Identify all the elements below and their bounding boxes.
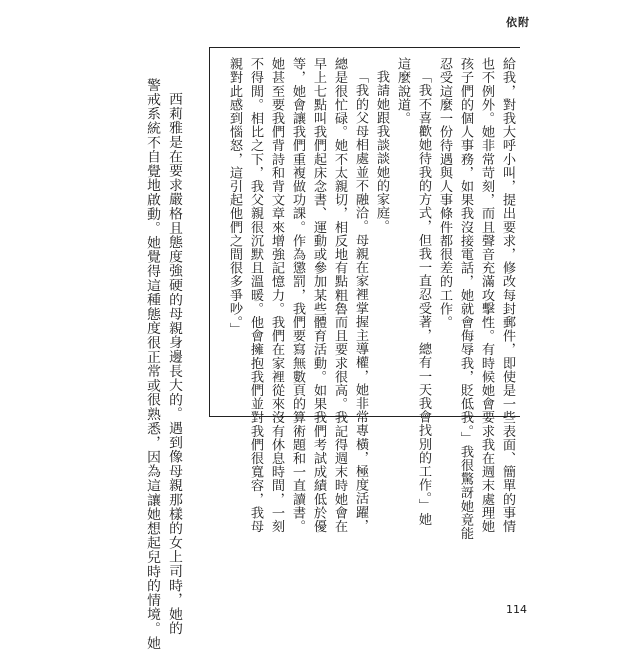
quote-line: 這麼說道。 bbox=[395, 57, 410, 125]
quote-line: 給我，對我大呼小叫，提出要求，修改每封郵件，即使是一些表面、簡單的事情 bbox=[500, 57, 515, 533]
body-text bbox=[141, 78, 185, 650]
quote-line: 她甚至要我們背詩和背文章來增強記憶力。我們在家裡從來沒有休息時間，一刻 bbox=[269, 57, 284, 533]
quote-line: 忍受這麼一份待遇與人事條件都很差的工作。 bbox=[437, 57, 452, 329]
quote-line: 早上七點叫我們起床念書、運動或參加某些體育活動。如果我們考試成績低於優 bbox=[311, 57, 326, 533]
quote-line: 孩子們的個人事務，如果我沒接電話，她就會侮辱我，貶低我。」我很驚訝她竟能 bbox=[458, 57, 473, 540]
body-line: 西莉雅是在要求嚴格且態度強硬的母親身邊長大的。遇到像母親那樣的女上司時，她的 bbox=[166, 92, 182, 636]
body-line: 警戒系統不自覺地啟動。她覺得這種態度很正常或很熟悉，因為這讓她想起兒時的情境。她 bbox=[144, 78, 160, 650]
quote-text bbox=[224, 57, 518, 540]
quote-line: 「我的父母相處並不融洽。母親在家裡掌握主導權，她非常專橫，極度活躍， bbox=[353, 70, 368, 533]
running-header: 依附 bbox=[506, 16, 530, 29]
quote-line: 總是很忙碌。她不太親切，相反地有點粗魯而且要求很高。我記得週末時她會在 bbox=[332, 57, 347, 533]
quote-line: 親對此感到惱怒，這引起他們之間很多爭吵。」 bbox=[227, 57, 242, 336]
page-number: 114 bbox=[506, 603, 527, 616]
quote-line: 我請她跟我談談她的家庭。 bbox=[374, 70, 389, 234]
quote-line: 也不例外。她非常苛刻，而且聲音充滿攻擊性。有時候她會要求我在週末處理她 bbox=[479, 57, 494, 533]
quote-line: 等，她會讓我們重複做功課。作為懲罰，我們要寫無數頁的算術題和一直讀書。 bbox=[290, 57, 305, 533]
quote-line: 不得閒。相比之下，我父親很沉默且溫暖。他會擁抱我們並對我們很寬容，我母 bbox=[248, 57, 263, 533]
quote-line: 「我不喜歡她待我的方式，但我一直忍受著，總有一天我會找別的工作。」她 bbox=[416, 70, 431, 526]
